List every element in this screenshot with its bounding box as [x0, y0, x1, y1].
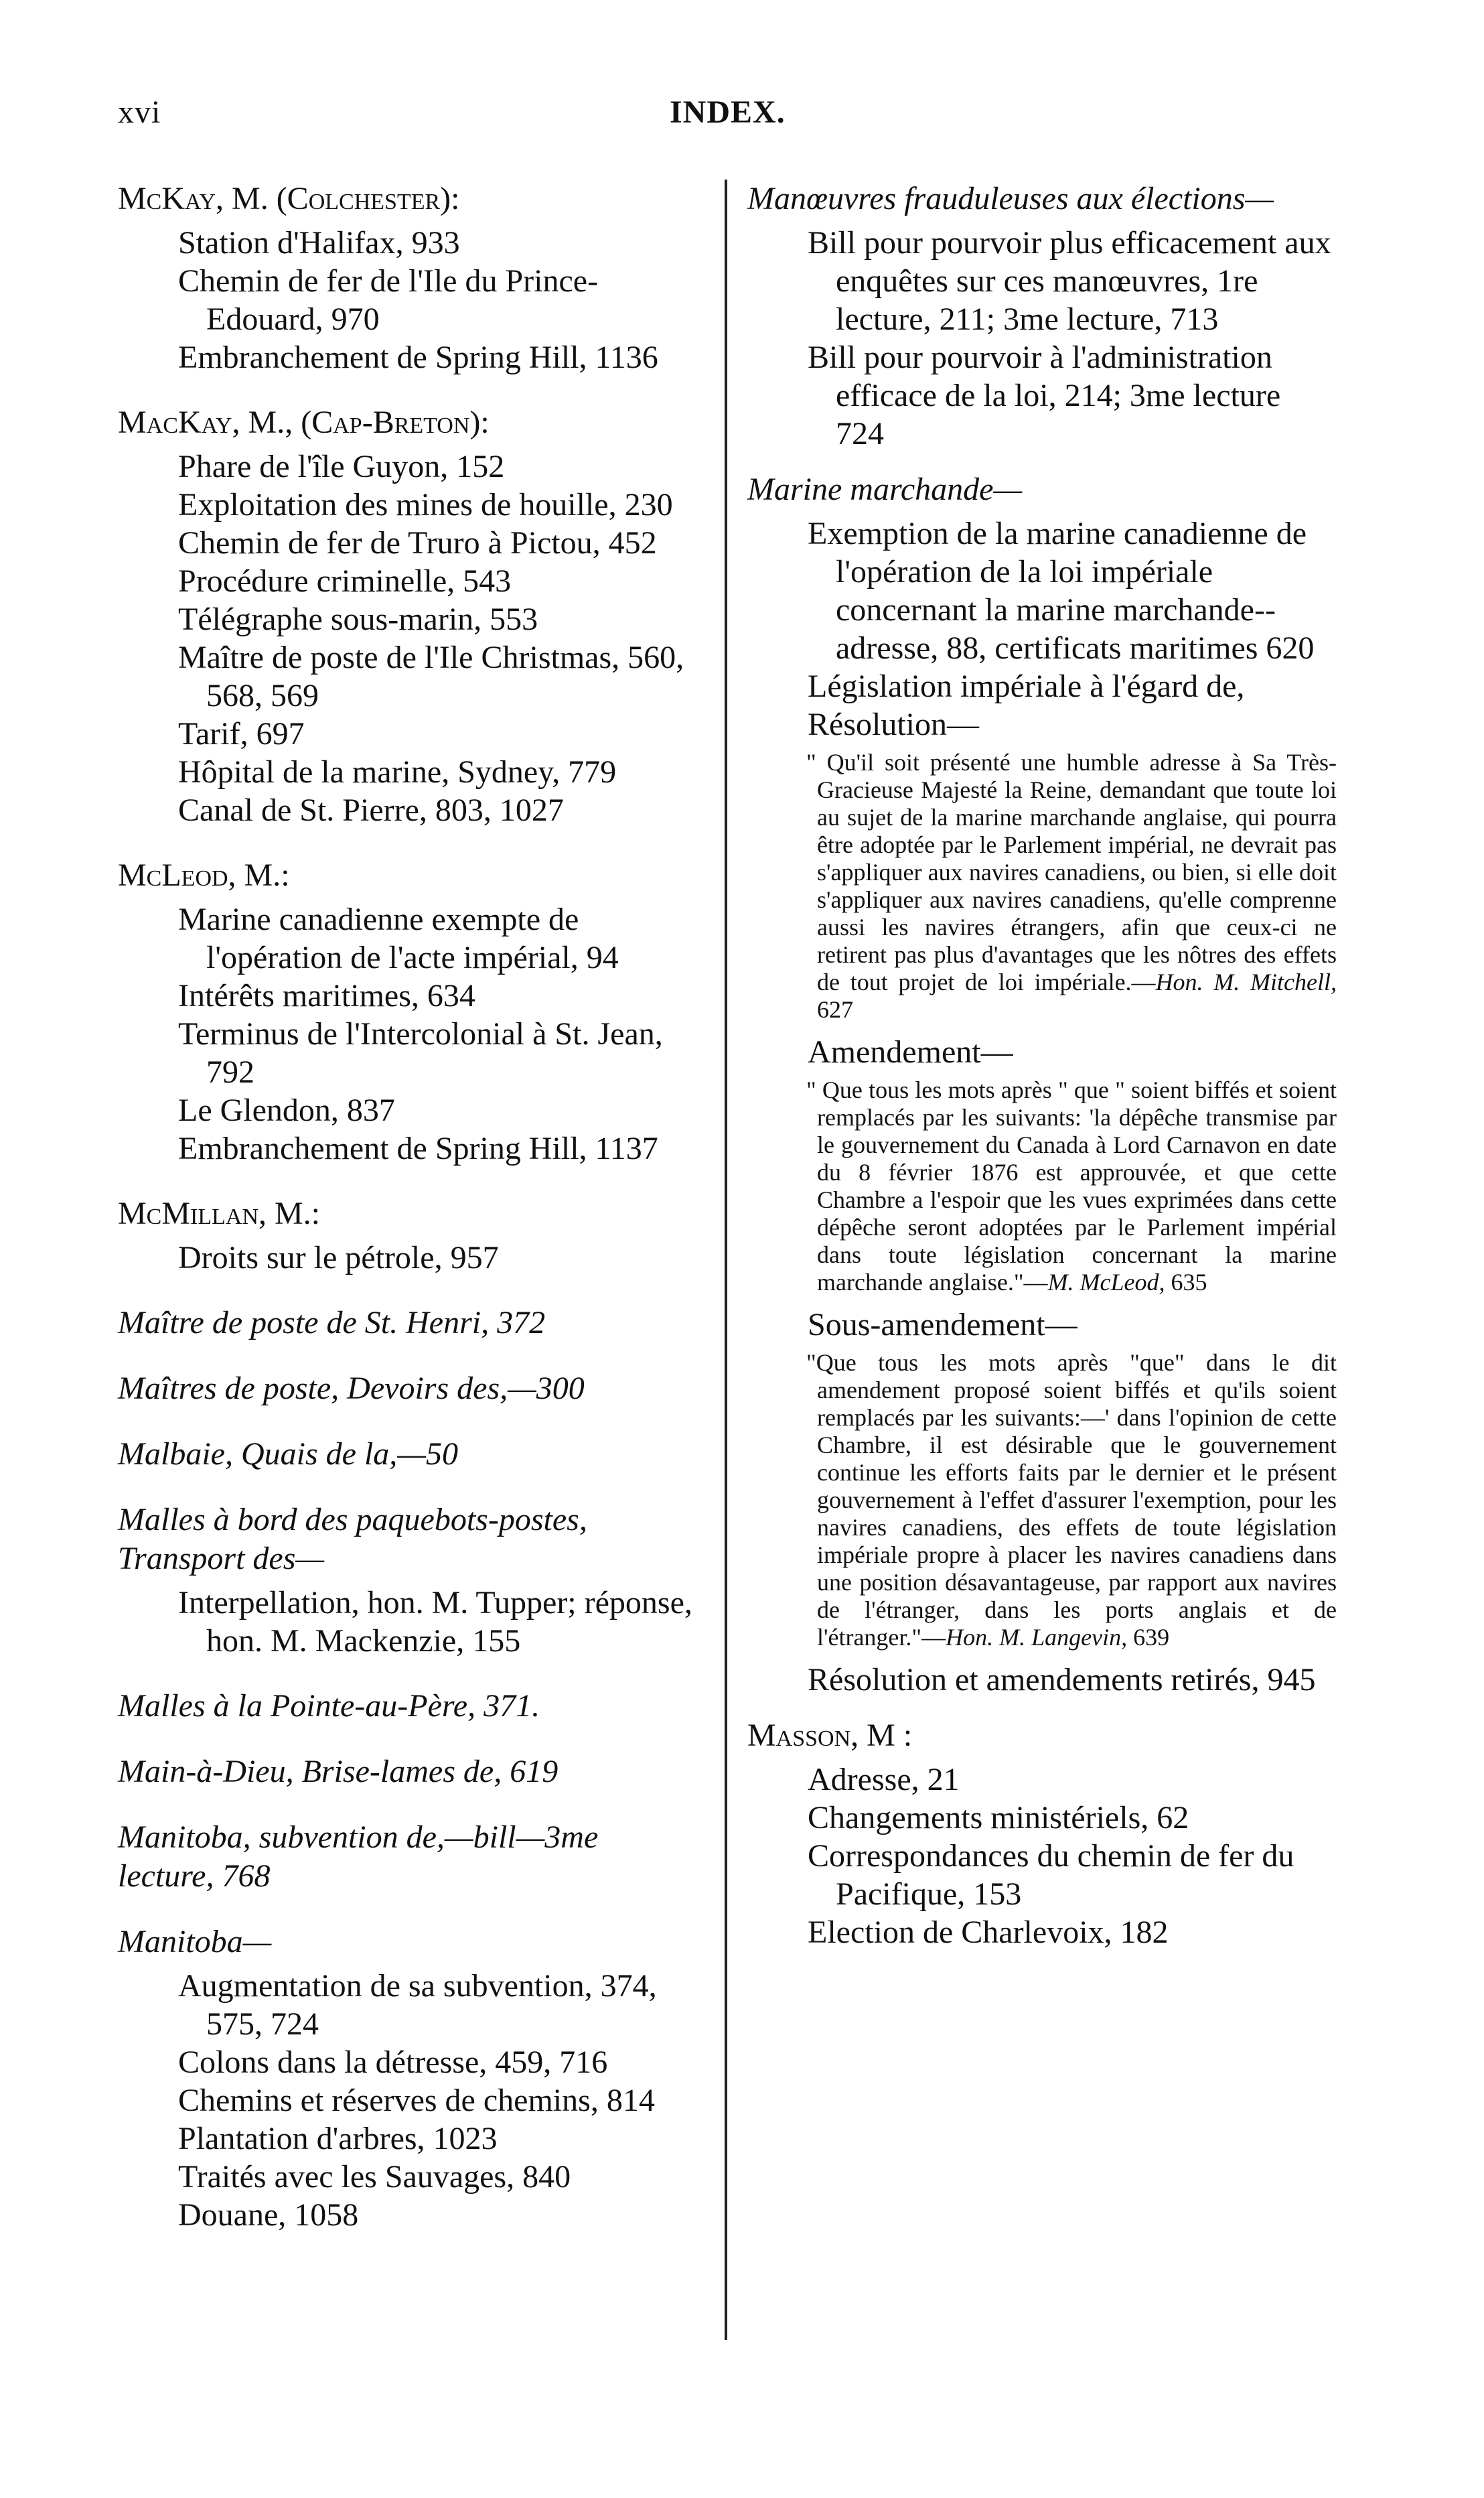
quote-page: 635: [1165, 1269, 1207, 1296]
entry-heading: Malles à bord des paquebots-postes, Transport des—: [118, 1502, 587, 1576]
entry-heading: McMillan, M.:: [118, 1196, 321, 1231]
quote-citation: M. McLeod,: [1047, 1269, 1165, 1296]
entry-item: Législation impériale à l'égard de,: [808, 669, 1245, 704]
entry-item: Station d'Halifax, 933: [178, 225, 460, 261]
index-entry: [118, 180, 700, 376]
entry-item: Procédure criminelle, 543: [178, 563, 512, 599]
entry-item: Bill pour pourvoir à l'administration efficace de la loi, 214; 3me lecture 724: [808, 340, 1281, 452]
entry-item: Exploitation des mines de houille, 230: [178, 487, 673, 523]
entry-item: Bill pour pourvoir plus efficacement aux enquêtes sur ces manœuvres, 1re lecture, 211; 3me lecture, 713: [808, 225, 1331, 337]
entry-item: Droits sur le pétrole, 957: [178, 1240, 499, 1275]
index-entry: [118, 1818, 700, 1896]
entry-item: Adresse, 21: [808, 1762, 960, 1797]
entry-heading: Marine marchande—: [747, 472, 1023, 507]
column-divider: [725, 180, 727, 2340]
entry-item: Exemption de la marine canadienne de l'opération de la loi impériale concernant la marine marchande--adresse, 88, certificats maritimes 620: [808, 516, 1315, 666]
index-entry: [747, 1716, 1337, 1951]
entry-heading: Main-à-Dieu, Brise-lames de, 619: [118, 1754, 559, 1789]
index-entry: [118, 856, 700, 1168]
index-entry: [118, 1369, 700, 1408]
entry-heading: Maître de poste de St. Henri, 372: [118, 1305, 546, 1340]
entry-item: Douane, 1058: [178, 2197, 359, 2233]
entry-heading: Malbaie, Quais de la,—50: [118, 1436, 458, 1472]
sub-heading: Amendement—: [808, 1034, 1013, 1070]
entry-heading: Malles à la Pointe-au-Père, 371.: [118, 1688, 540, 1724]
index-entry: [118, 1687, 700, 1726]
left-column: [118, 180, 700, 2261]
right-column: [747, 180, 1337, 1978]
index-entry: [118, 1752, 700, 1791]
entry-item: Tarif, 697: [178, 716, 305, 752]
entry-item: Correspondances du chemin de fer du Pacifique, 153: [808, 1838, 1294, 1912]
entry-item: Chemin de fer de Truro à Pictou, 452: [178, 525, 657, 561]
entry-item: Télégraphe sous-marin, 553: [178, 602, 538, 637]
entry-item: Marine canadienne exempte de l'opération de l'acte impérial, 94: [178, 902, 619, 975]
entry-item: Changements ministériels, 62: [808, 1800, 1189, 1835]
quote-text: " Que tous les mots après " que " soient biffés et soient remplacés par les suivants: 'la dépêche transmise par le gouvernement du Canada à Lord Carnavon en date du 8 février 1876 est approuvée, et que cette Chambre a l'espoir que les vues exprimées dans cette dépêche seront adoptées par le Parlement impérial dans toute législation concernant la marine marchande anglaise."—: [806, 1077, 1337, 1296]
sub-heading: Sous-amendement—: [808, 1307, 1078, 1342]
entry-heading: Manitoba, subvention de,—bill—3me lecture, 768: [118, 1819, 599, 1894]
quote-citation: Hon. M. Langevin,: [946, 1624, 1128, 1651]
index-entry: [747, 180, 1337, 453]
entry-heading: Masson, M :: [747, 1718, 913, 1753]
entry-heading: Manœuvres frauduleuses aux élections—: [747, 181, 1274, 216]
entry-item: Le Glendon, 837: [178, 1093, 395, 1128]
entry-item: Interpellation, hon. M. Tupper; réponse, hon. M. Mackenzie, 155: [178, 1585, 692, 1659]
index-entry: [118, 1501, 700, 1660]
entry-item: Plantation d'arbres, 1023: [178, 2121, 498, 2156]
index-entry: [118, 1435, 700, 1474]
entry-item: Terminus de l'Intercolonial à St. Jean, 792: [178, 1016, 663, 1090]
quote-page: 639: [1127, 1624, 1170, 1651]
entry-heading: Maîtres de poste, Devoirs des,—300: [118, 1371, 585, 1406]
entry-item: Phare de l'île Guyon, 152: [178, 449, 505, 484]
index-entry: [118, 403, 700, 829]
entry-item: Election de Charlevoix, 182: [808, 1915, 1169, 1950]
quote-page: 627: [817, 996, 853, 1023]
page-number: xvi: [118, 94, 161, 130]
quoted-resolution: [747, 749, 1337, 1024]
entry-item: Chemin de fer de l'Ile du Prince-Edouard, 970: [178, 263, 599, 337]
entry-item: Embranchement de Spring Hill, 1137: [178, 1131, 658, 1166]
entry-heading: McLeod, M.:: [118, 857, 290, 893]
quote-text: "Que tous les mots après "que" dans le dit amendement proposé soient biffés et qu'ils soient remplacés par les suivants:—' dans l'opinion de cette Chambre, il est désirable que le gouvernement continue les efforts faits par le dernier et le présent gouvernement à l'effet d'assurer l'exemption, pour les navires canadiens, des effets de toute législation impériale propre à placer les navires canadiens dans une position désavantageuse, par rapport aux navires de l'étranger, dans les ports anglais et de l'étranger."—: [806, 1349, 1337, 1651]
quote-citation: Hon. M. Mitchell,: [1155, 969, 1337, 995]
entry-item: Chemins et réserves de chemins, 814: [178, 2083, 655, 2118]
entry-item: Hôpital de la marine, Sydney, 779: [178, 754, 617, 790]
entry-heading: MacKay, M., (Cap-Breton):: [118, 405, 490, 440]
entry-item: Canal de St. Pierre, 803, 1027: [178, 792, 564, 828]
entry-item: Traités avec les Sauvages, 840: [178, 2159, 571, 2195]
page-title: INDEX.: [670, 94, 786, 130]
entry-heading: McKay, M. (Colchester):: [118, 181, 460, 216]
entry-item: Embranchement de Spring Hill, 1136: [178, 340, 658, 375]
entry-item: Maître de poste de l'Ile Christmas, 560, 568, 569: [178, 640, 684, 713]
index-entry: [118, 1923, 700, 2234]
entry-item: Augmentation de sa subvention, 374, 575, 724: [178, 1968, 657, 2042]
entry-heading: Manitoba—: [118, 1924, 272, 1959]
entry-item: Intérêts maritimes, 634: [178, 978, 475, 1014]
sub-heading: Résolution—: [808, 707, 980, 742]
quote-text: " Qu'il soit présenté une humble adresse à Sa Très-Gracieuse Majesté la Reine, demandant que toute loi au sujet de la marine marchande anglaise, qui pourra être adoptée par le Parlement impérial, ne devrait pas s'appliquer aux navires canadiens, ou bien, si elle doit s'appliquer aux navires canadiens, qu'elle comprenne aussi les navires étrangers, afin que ceux-ci ne retirent pas plus d'avantages que les nôtres des effets de tout projet de loi impériale.—: [806, 749, 1337, 995]
index-entry: [747, 470, 1337, 1699]
entry-item: Colons dans la détresse, 459, 716: [178, 2044, 608, 2080]
quoted-amendment: [747, 1077, 1337, 1296]
index-entry: [118, 1194, 700, 1277]
quoted-sub-amendment: [747, 1349, 1337, 1651]
index-entry: [118, 1304, 700, 1342]
entry-item: Résolution et amendements retirés, 945: [808, 1662, 1316, 1697]
